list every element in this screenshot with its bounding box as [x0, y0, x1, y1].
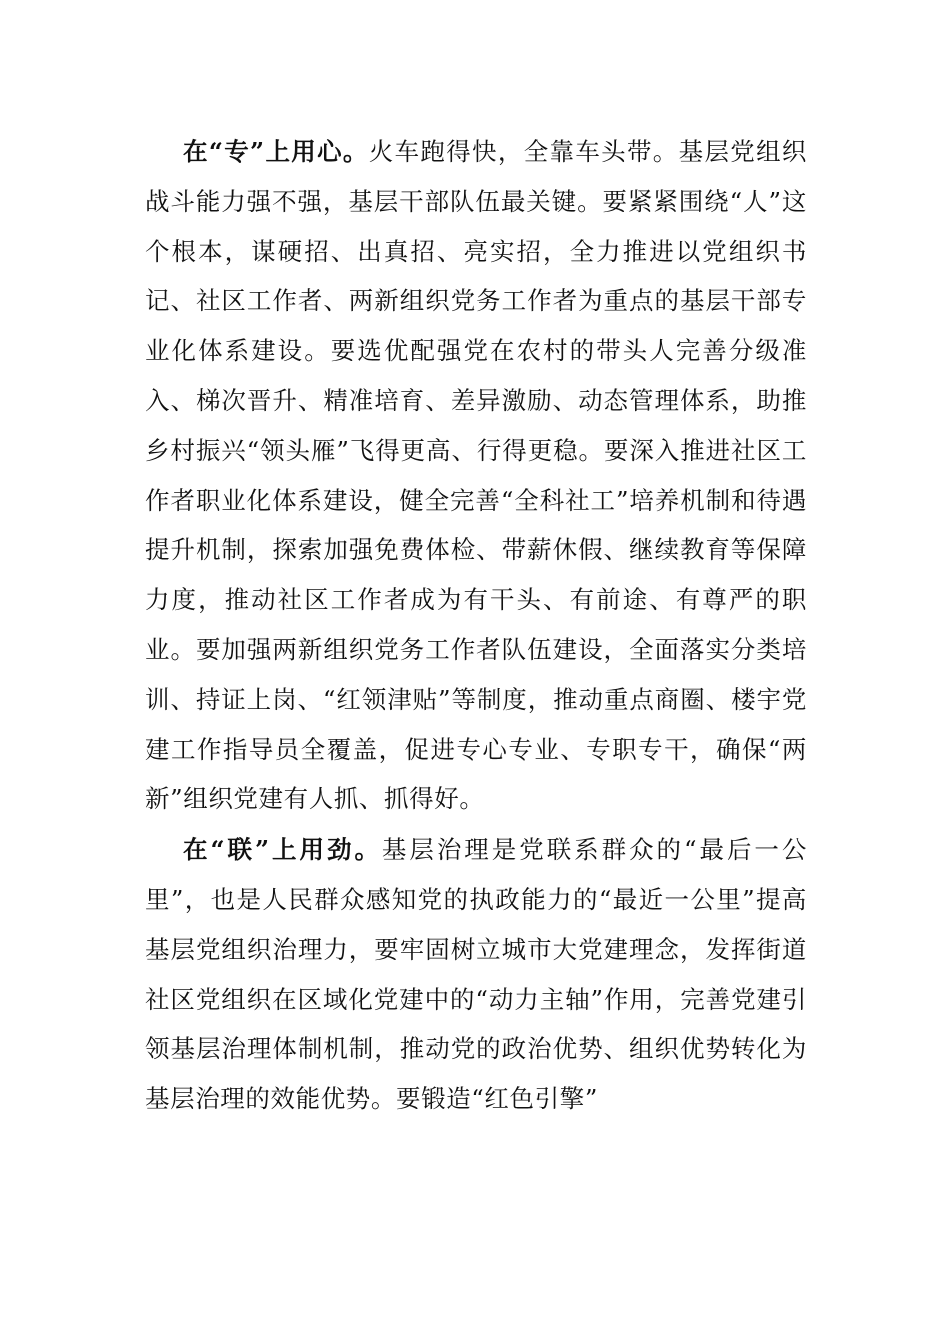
- paragraph-body: 火车跑得快，全靠车头带。基层党组织战斗能力强不强，基层干部队伍最关键。要紧紧围绕“人”这个根本，谋硬招、出真招、亮实招，全力推进以党组织书记、社区工作者、两新组织党务工作者为重点的基层干部专业化体系建设。要选优配强党在农村的带头人完善分级准入、梯次晋升、精准培育、差异激励、动态管理体系，助推乡村振兴“领头雁”飞得更高、行得更稳。要深入推进社区工作者职业化体系建设，健全完善“全科社工”培养机制和待遇提升机制，探索加强免费体检、带薪休假、继续教育等保障力度，推动社区工作者成为有干头、有前途、有尊严的职业。要加强两新组织党务工作者队伍建设，全面落实分类培训、持证上岗、“红领津贴”等制度，推动重点商圈、楼宇党建工作指导员全覆盖，促进专心专业、专职专干，确保“两新”组织党建有人抓、抓得好。: [145, 137, 808, 814]
- paragraph-lian: [145, 825, 807, 1124]
- paragraph-zhuan: [145, 127, 807, 824]
- paragraph-heading: 在“联”上用劲。: [183, 835, 382, 865]
- document-page: [145, 127, 807, 1125]
- paragraph-heading: 在“专”上用心。: [183, 137, 369, 166]
- paragraph-body: 基层治理是党联系群众的“最后一公里”，也是人民群众感知党的执政能力的“最近一公里”提高基层党组织治理力，要牢固树立城市大党建理念，发挥街道社区党组织在区域化党建中的“动力主轴”作用，完善党建引领基层治理体制机制，推动党的政治优势、组织优势转化为基层治理的效能优势。要锻造“红色引擎”: [145, 835, 808, 1114]
